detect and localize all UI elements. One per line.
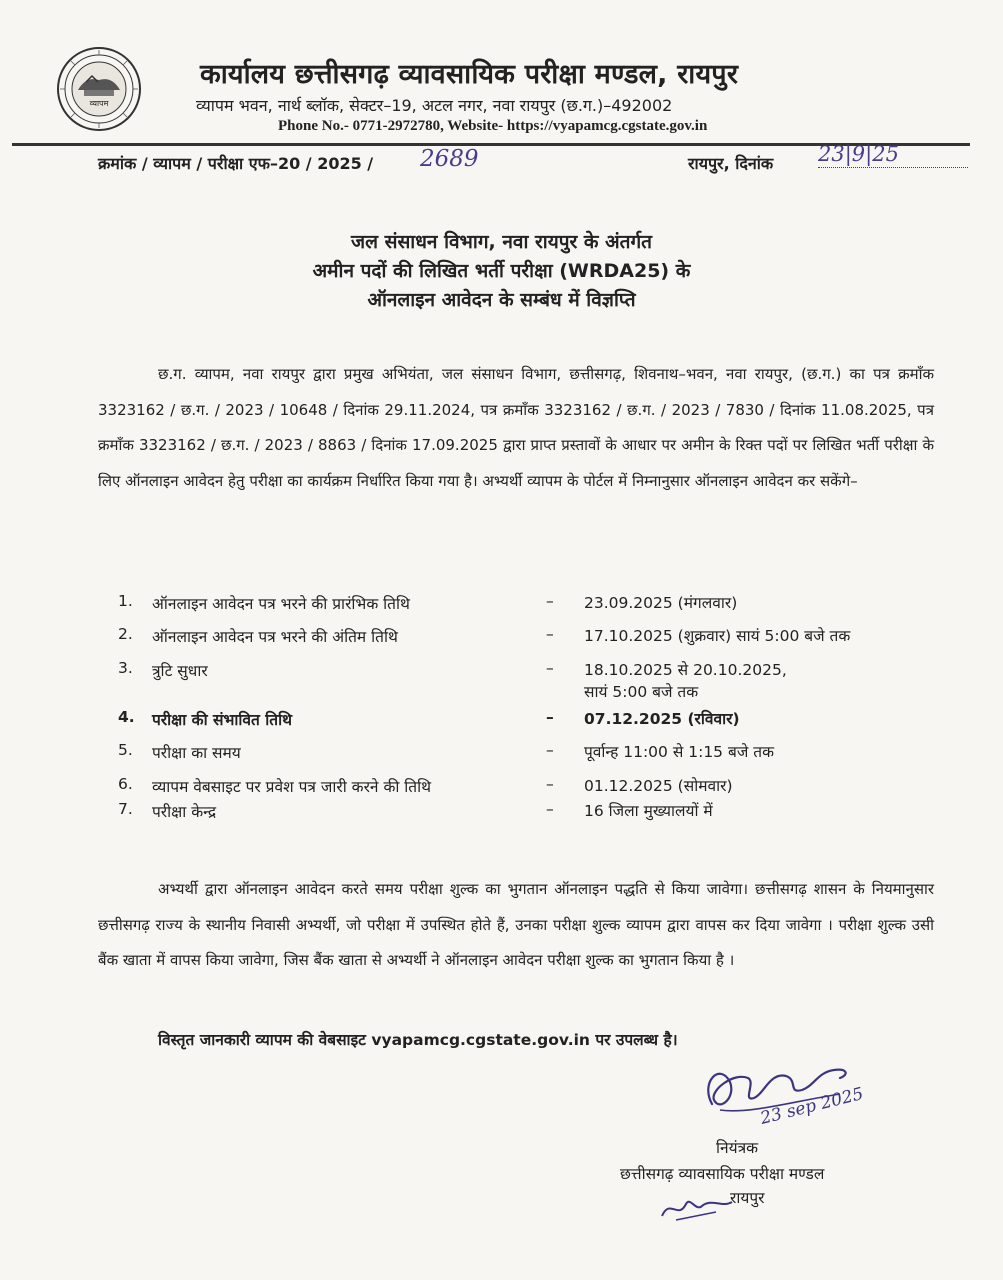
schedule-dash: –: [546, 592, 554, 610]
schedule-number: 5.: [118, 741, 133, 759]
notice-subject: [0, 228, 1003, 315]
schedule-number: 3.: [118, 659, 133, 677]
signatory-title: नियंत्रक: [716, 1139, 759, 1157]
schedule-value: 07.12.2025 (रविवार): [584, 710, 740, 728]
schedule-value: [584, 659, 787, 703]
subject-line-2: अमीन पदों की लिखित भर्ती परीक्षा (WRDA25) के: [312, 260, 691, 282]
initials-signature: [656, 1190, 736, 1226]
closing-line: विस्तृत जानकारी व्यापम की वेबसाइट vyapamcg.cgstate.gov.in पर उपलब्ध है।: [158, 1031, 678, 1049]
schedule-number: 7.: [118, 800, 133, 818]
schedule-value-line-2: सायं 5:00 बजे तक: [584, 683, 699, 701]
office-address: व्यापम भवन, नार्थ ब्लॉक, सेक्टर–19, अटल नगर, नवा रायपुर (छ.ग.)–492002: [196, 96, 673, 115]
subject-line-3: ऑनलाइन आवेदन के सम्बंध में विज्ञप्ति: [367, 289, 636, 311]
schedule-dash: –: [546, 741, 554, 759]
signatory-organization: छत्तीसगढ़ व्यावसायिक परीक्षा मण्डल: [620, 1165, 825, 1183]
schedule-label: परीक्षा की संभावित तिथि: [152, 711, 293, 729]
schedule-value: पूर्वान्ह 11:00 से 1:15 बजे तक: [584, 743, 774, 761]
signatory-city: रायपुर: [730, 1189, 765, 1207]
vyapam-logo: [56, 46, 142, 132]
schedule-label: ऑनलाइन आवेदन पत्र भरने की प्रारंभिक तिथि: [152, 595, 410, 613]
schedule-label: व्यापम वेबसाइट पर प्रवेश पत्र जारी करने की तिथि: [152, 778, 432, 796]
reference-number-handwritten: 2689: [420, 146, 479, 172]
schedule-label: त्रुटि सुधार: [152, 662, 208, 680]
office-contact: Phone No.- 0771-2972780, Website- https://vyapamcg.cgstate.gov.in: [278, 118, 708, 134]
date-handwritten: 23|9|25: [818, 142, 968, 168]
schedule-value: 17.10.2025 (शुक्रवार) सायं 5:00 बजे तक: [584, 627, 851, 645]
schedule-dash: –: [546, 708, 554, 726]
controller-signature: [690, 1042, 870, 1132]
schedule-label: परीक्षा केन्द्र: [152, 803, 217, 821]
svg-text:व्यापम: व्यापम: [89, 99, 109, 108]
schedule-number: 1.: [118, 592, 133, 610]
schedule-number: 6.: [118, 775, 133, 793]
body-paragraph-2: अभ्यर्थी द्वारा ऑनलाइन आवेदन करते समय परीक्षा शुल्क का भुगतान ऑनलाइन पद्धति से किया जावेगा। छत्तीसगढ़ शासन के नियमानुसार छत्तीसगढ़ राज्य के स्थानीय निवासी अभ्यर्थी, जो परीक्षा में उपस्थित होते हैं, उनका परीक्षा शुल्क व्यापम द्वारा वापस कर दिया जावेगा । परीक्षा शुल्क उसी बैंक खाता में वापस किया जावेगा, जिस बैंक खाता से अभ्यर्थी ने ऑनलाइन आवेदन परीक्षा शुल्क का भुगतान किया है ।: [98, 880, 934, 970]
schedule-dash: –: [546, 625, 554, 643]
subject-line-1: जल संसाधन विभाग, नवा रायपुर के अंतर्गत: [351, 231, 652, 253]
schedule-number: 4.: [118, 708, 135, 726]
schedule-number: 2.: [118, 625, 133, 643]
schedule-value: 01.12.2025 (सोमवार): [584, 777, 733, 795]
schedule-label: परीक्षा का समय: [152, 744, 241, 762]
body-paragraph-1: छ.ग. व्यापम, नवा रायपुर द्वारा प्रमुख अभियंता, जल संसाधन विभाग, छत्तीसगढ़, शिवनाथ–भवन, नवा रायपुर, (छ.ग.) का पत्र क्रमाँक 3323162 / छ.ग. / 2023 / 10648 / दिनांक 29.11.2024, पत्र क्रमाँक 3323162 / छ.ग. / 2023 / 7830 / दिनांक 11.08.2025, पत्र क्रमाँक 3323162 / छ.ग. / 2023 / 8863 / दिनांक 17.09.2025 द्वारा प्राप्त प्रस्तावों के आधार पर अमीन के रिक्त पदों पर लिखित भर्ती परीक्षा के लिए ऑनलाइन आवेदन हेतु परीक्षा का कार्यक्रम निर्धारित किया गया है। अभ्यर्थी व्यापम के पोर्टल में निम्नानुसार ऑनलाइन आवेदन कर सकेंगे–: [98, 365, 934, 490]
schedule-value: 16 जिला मुख्यालयों में: [584, 802, 713, 820]
reference-number-label: क्रमांक / व्यापम / परीक्षा एफ–20 / 2025 /: [98, 154, 374, 173]
office-title: कार्यालय छत्तीसगढ़ व्यावसायिक परीक्षा मण्डल, रायपुर: [200, 59, 739, 90]
schedule-dash: –: [546, 800, 554, 818]
svg-text:23 sep 2025: 23 sep 2025: [758, 1083, 866, 1129]
schedule-dash: –: [546, 659, 554, 677]
schedule-dash: –: [546, 775, 554, 793]
schedule-value: 23.09.2025 (मंगलवार): [584, 594, 738, 612]
schedule-value-line-1: 18.10.2025 से 20.10.2025,: [584, 661, 787, 679]
schedule-label: ऑनलाइन आवेदन पत्र भरने की अंतिम तिथि: [152, 628, 398, 646]
date-label: रायपुर, दिनांक: [688, 154, 774, 173]
